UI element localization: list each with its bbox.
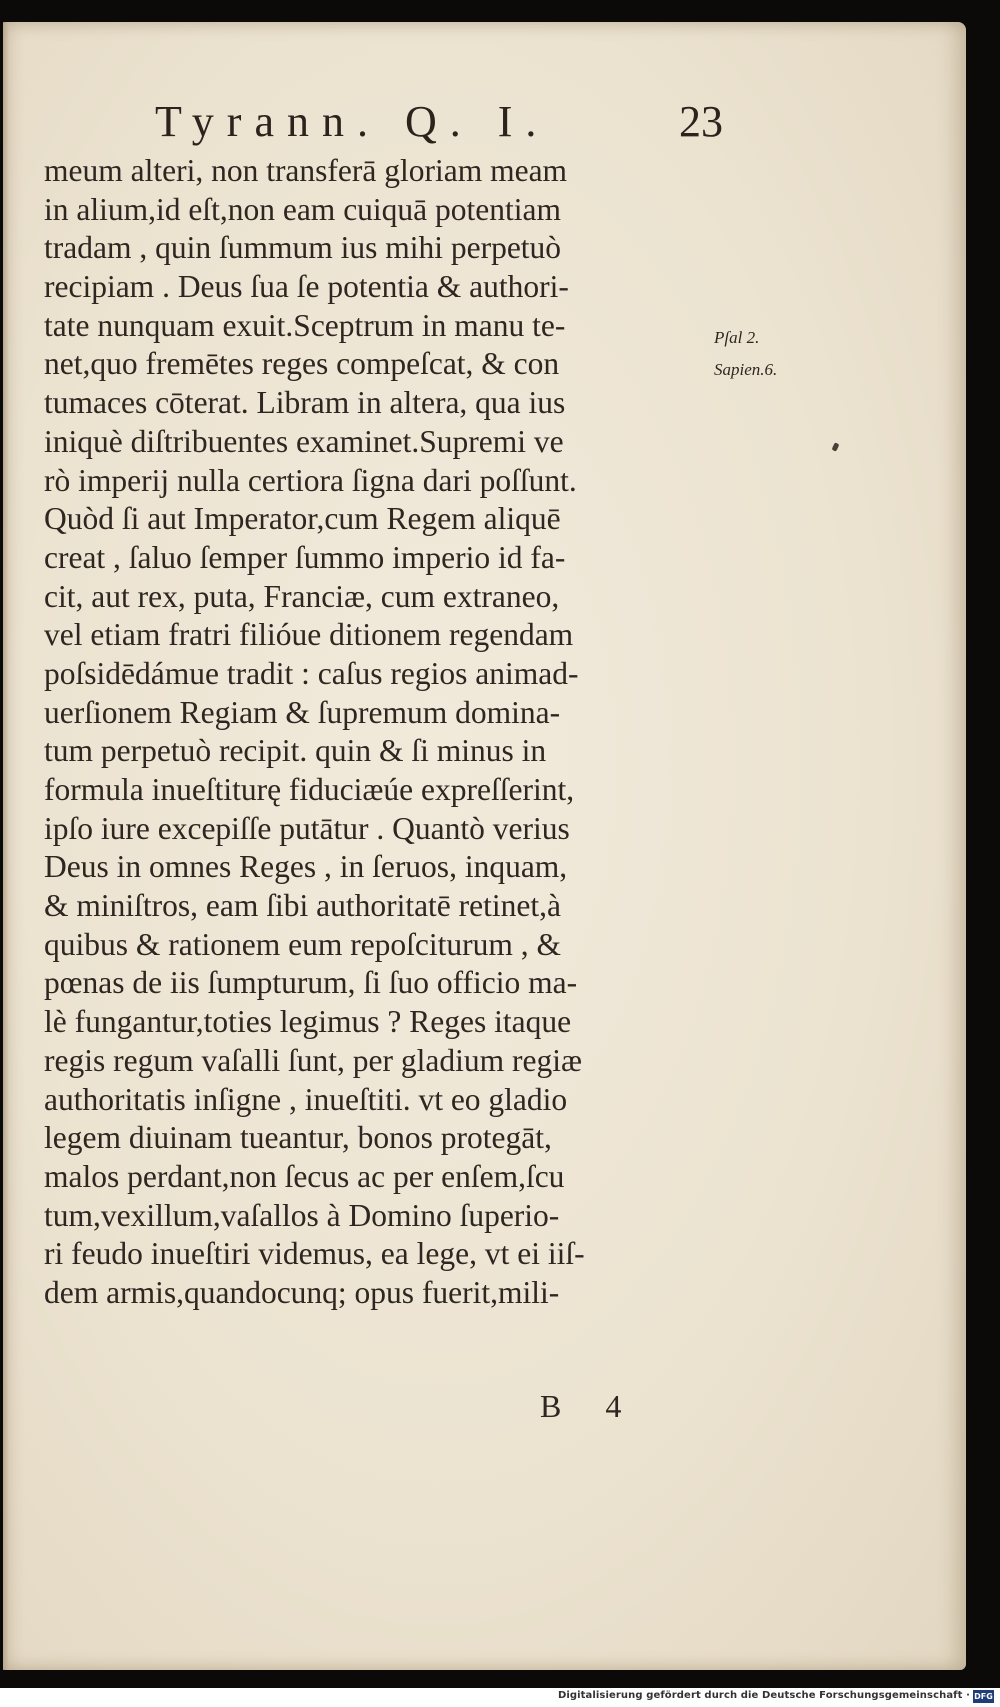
text-line: cit, aut rex, puta, Franciæ, cum extraneo, [44, 578, 560, 614]
text-line: legem diuinam tueantur, bonos protegāt, [44, 1120, 552, 1156]
text-line: tate nunquam exuit.Sceptrum in manu te- [44, 307, 566, 343]
text-line: lè fungantur,toties legimus ? Reges itaque [44, 1004, 572, 1040]
running-head-title: Tyrann. Q. I. [155, 97, 550, 146]
funding-credit: Digitalisierung gefördert durch die Deutsche Forschungsgemeinschaft · [557, 1690, 970, 1701]
text-line: ipſo iure excepiſſe putātur . Quantò verius [44, 810, 570, 846]
text-line: vel etiam fratri filióue ditionem regendam [44, 617, 574, 653]
text-line: in alium,id eſt,non eam cuiquā potentiam [44, 191, 561, 227]
text-line: dem armis,quandocunq; opus fuerit,mili- [44, 1274, 560, 1310]
text-line: formula inueſtiturę fiduciæúe expreſſerint, [44, 772, 575, 807]
text-line: tumaces cōterat. Libram in altera, qua ius [44, 385, 566, 421]
text-line: Deus in omnes Reges , in ſeruos, inquam, [44, 849, 568, 885]
text-line: ri feudo inueſtiri videmus, ea lege, vt ei iiſ- [44, 1236, 585, 1272]
page-gutter-shadow [3, 22, 9, 1670]
text-line: poſsidēdámue tradit : caſus regios animad- [44, 655, 579, 691]
text-line: recipiam . Deus ſua ſe potentia & authori- [44, 269, 569, 305]
page-number: 23 [679, 97, 723, 146]
text-line: malos perdant,non ſecus ac per enſem,ſcu [44, 1158, 565, 1194]
text-line: pœnas de iis ſumpturum, ſi ſuo officio ma- [44, 965, 578, 1001]
text-line: authoritatis inſigne , inueſtiti. vt eo gladio [44, 1081, 568, 1117]
text-line: & miniſtros, eam ſibi authoritatē retinet,à [44, 888, 561, 924]
text-line: Quòd ſi aut Imperator,cum Regem aliquē [44, 501, 561, 537]
text-line: tum,vexillum,vaſallos à Domino ſuperio- [44, 1197, 560, 1233]
text-line: rò imperij nulla certiora ſigna dari poſſunt. [44, 462, 577, 498]
text-line: creat , ſaluo ſemper ſummo imperio id fa- [44, 539, 566, 575]
text-line: uerſionem Regiam & ſupremum domina- [44, 694, 561, 730]
text-line: regis regum vaſalli ſunt, per gladium regiæ [44, 1042, 582, 1078]
text-line: tradam , quin ſummum ius mihi perpetuò [44, 230, 562, 266]
text-line: tum perpetuò recipit. quin & ſi minus in [44, 733, 547, 769]
text-line: net,quo fremētes reges compeſcat, & con [44, 346, 560, 382]
body-text [44, 152, 724, 1313]
text-line: meum alteri, non transferā gloriam meam [44, 153, 568, 188]
text-line: quibus & rationem eum repoſciturum , & [44, 926, 562, 962]
text-line: iniquè diſtribuentes examinet.Supremi ve [44, 423, 564, 459]
signature-mark: B 4 [540, 1388, 640, 1424]
running-head [155, 96, 725, 152]
marginal-note-sapientia: Sapien.6. [714, 360, 778, 379]
marginal-note-psalm: Pſal 2. [714, 328, 760, 347]
dfg-logo: DFG [974, 1692, 993, 1701]
